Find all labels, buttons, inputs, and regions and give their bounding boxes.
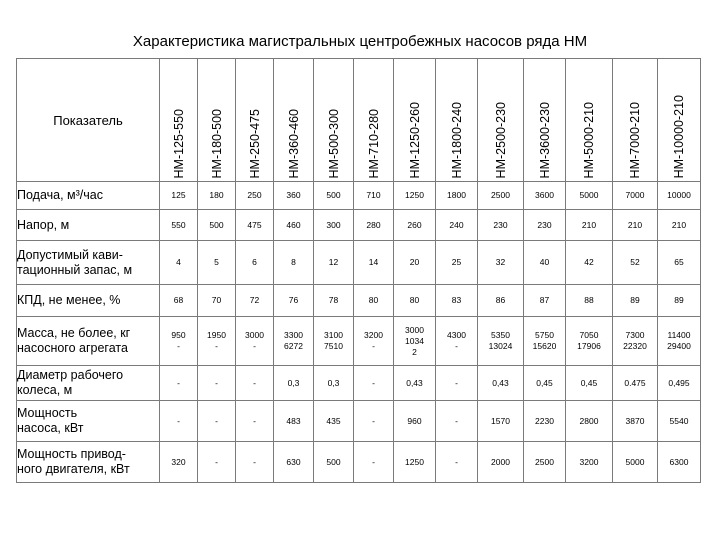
row-label: Допустимый кави- тационный запас, м — [17, 241, 160, 285]
table-cell — [478, 182, 524, 210]
cell-value: 550 — [171, 219, 186, 230]
cell-value: 630 — [286, 456, 301, 467]
page-title: Характеристика магистральных центробежных насосов ряда НМ — [132, 33, 588, 50]
cell-value: 5000 — [625, 456, 645, 467]
pump-model-label: НМ-10000-210 — [672, 94, 686, 178]
cell-value: 87 — [539, 295, 550, 305]
cell-value: 1250 — [405, 190, 424, 200]
table-row — [17, 442, 701, 483]
cell-value: - — [455, 415, 458, 426]
row-label: Мощность привод- ного двигателя, кВт — [17, 442, 160, 483]
cell-value: 230 — [537, 219, 552, 230]
cell-value: 5750 15620 — [532, 330, 557, 351]
table-cell — [658, 210, 701, 241]
table-cell — [274, 210, 314, 241]
table-cell — [566, 285, 613, 317]
table-cell — [236, 366, 274, 401]
table-cell — [198, 442, 236, 483]
table-cell — [160, 401, 198, 442]
table-cell — [274, 401, 314, 442]
pump-column-header — [613, 59, 658, 182]
table-cell — [354, 401, 394, 442]
table-cell — [236, 442, 274, 483]
cell-value: 280 — [366, 219, 381, 230]
cell-value: 80 — [368, 295, 379, 305]
table-cell — [354, 317, 394, 366]
cell-value: 5 — [214, 257, 219, 267]
cell-value: 460 — [286, 219, 301, 230]
table-cell — [236, 241, 274, 285]
row-label: Масса, не более, кг насосного агрегата — [17, 317, 160, 366]
table-cell — [566, 442, 613, 483]
cell-value: 500 — [209, 219, 224, 230]
pump-model-label: НМ-125-550 — [171, 108, 186, 178]
pump-model-label: НМ-1800-240 — [449, 101, 464, 178]
table-cell — [394, 182, 436, 210]
cell-value: 65 — [674, 257, 684, 267]
table-cell — [436, 285, 478, 317]
table-cell — [236, 182, 274, 210]
cell-value: 2500 — [491, 190, 510, 200]
cell-value: 72 — [249, 295, 260, 305]
pump-model-label: НМ-710-280 — [366, 108, 381, 178]
table-cell — [314, 401, 354, 442]
table-cell — [613, 210, 658, 241]
cell-value: - — [372, 456, 375, 467]
table-cell — [524, 366, 566, 401]
table-cell — [566, 366, 613, 401]
table-cell — [198, 285, 236, 317]
cell-value: 0,43 — [406, 377, 423, 388]
table-cell — [394, 442, 436, 483]
table-cell — [274, 366, 314, 401]
table-cell — [314, 241, 354, 285]
cell-value: 10000 — [667, 190, 691, 200]
cell-value: 1570 — [491, 415, 510, 426]
table-cell — [566, 317, 613, 366]
table-cell — [566, 401, 613, 442]
table-cell — [436, 210, 478, 241]
table-cell — [354, 210, 394, 241]
pump-column-header — [314, 59, 354, 182]
cell-value: - — [215, 377, 218, 388]
cell-value: 88 — [584, 295, 594, 305]
cell-value: 483 — [286, 415, 301, 426]
cell-value: 76 — [288, 295, 299, 305]
table-cell — [658, 285, 701, 317]
cell-value: 360 — [286, 190, 301, 200]
cell-value: 260 — [407, 219, 422, 230]
pump-column-header — [274, 59, 314, 182]
table-cell — [613, 182, 658, 210]
param-column-header: Показатель — [17, 59, 160, 182]
cell-value: 89 — [630, 295, 640, 305]
cell-value: 3000 1034 2 — [405, 324, 424, 357]
table-cell — [524, 210, 566, 241]
table-cell — [436, 241, 478, 285]
cell-value: 7000 — [625, 190, 645, 200]
pump-model-label: НМ-2500-230 — [493, 101, 508, 178]
cell-value: - — [253, 377, 256, 388]
table-cell — [198, 210, 236, 241]
cell-value: 250 — [247, 190, 262, 200]
table-cell — [478, 366, 524, 401]
table-row — [17, 210, 701, 241]
cell-value: 500 — [326, 190, 341, 200]
cell-value: 2800 — [579, 415, 599, 426]
cell-value: 5000 — [579, 190, 599, 200]
pump-column-header — [394, 59, 436, 182]
table-cell — [566, 241, 613, 285]
table-cell — [478, 210, 524, 241]
cell-value: 3300 6272 — [284, 330, 303, 351]
table-cell — [198, 241, 236, 285]
table-cell — [436, 366, 478, 401]
table-cell — [160, 285, 198, 317]
table-cell — [354, 285, 394, 317]
table-row — [17, 182, 701, 210]
table-cell — [436, 442, 478, 483]
cell-value: 7050 17906 — [577, 330, 601, 351]
table-cell — [566, 210, 613, 241]
table-cell — [394, 285, 436, 317]
table-cell — [613, 366, 658, 401]
cell-value: 5540 — [669, 415, 689, 426]
cell-value: 1250 — [405, 456, 424, 467]
table-row — [17, 241, 701, 285]
row-label: Диаметр рабочего колеса, м — [17, 366, 160, 401]
cell-value: 0,43 — [492, 377, 509, 388]
row-label: КПД, не менее, % — [17, 285, 160, 317]
cell-value: 500 — [326, 456, 341, 467]
table-row — [17, 317, 701, 366]
cell-value: 210 — [671, 219, 687, 230]
cell-value: 6 — [252, 257, 257, 267]
cell-value: 435 — [326, 415, 341, 426]
pump-specs-table — [16, 58, 701, 483]
table-cell — [236, 401, 274, 442]
cell-value: 950 - — [171, 330, 186, 351]
table-cell — [354, 366, 394, 401]
cell-value: 25 — [451, 257, 462, 267]
cell-value: 960 — [407, 415, 422, 426]
cell-value: 180 — [209, 190, 224, 200]
table-cell — [274, 317, 314, 366]
table-cell — [613, 317, 658, 366]
cell-value: 3200 - — [364, 330, 383, 351]
table-row — [17, 401, 701, 442]
cell-value: 78 — [328, 295, 339, 305]
pump-model-label: НМ-250-475 — [247, 108, 262, 178]
table-cell — [394, 241, 436, 285]
table-cell — [394, 210, 436, 241]
cell-value: 0,3 — [327, 377, 340, 388]
pump-model-label: НМ-360-460 — [286, 108, 301, 178]
table-cell — [394, 401, 436, 442]
table-cell — [354, 182, 394, 210]
cell-value: 300 — [326, 219, 341, 230]
pump-column-header — [658, 59, 701, 182]
cell-value: 3200 — [579, 456, 599, 467]
row-label: Напор, м — [17, 210, 160, 241]
table-cell — [613, 241, 658, 285]
cell-value: 32 — [495, 257, 506, 267]
table-cell — [274, 285, 314, 317]
row-label: Подача, м³/час — [17, 182, 160, 210]
pump-model-label: НМ-180-500 — [209, 108, 224, 178]
cell-value: 0.475 — [624, 377, 646, 388]
row-label: Мощность насоса, кВт — [17, 401, 160, 442]
table-cell — [658, 241, 701, 285]
table-cell — [314, 210, 354, 241]
table-cell — [658, 182, 701, 210]
cell-value: 7300 22320 — [623, 330, 647, 351]
cell-value: 52 — [630, 257, 640, 267]
cell-value: 240 — [449, 219, 464, 230]
table-cell — [524, 182, 566, 210]
cell-value: 210 — [627, 219, 643, 230]
table-body — [17, 182, 701, 483]
table-cell — [274, 182, 314, 210]
table-cell — [314, 285, 354, 317]
pump-column-header — [354, 59, 394, 182]
cell-value: 1950 - — [207, 330, 226, 351]
table-cell — [160, 241, 198, 285]
cell-value: 8 — [291, 257, 296, 267]
table-cell — [394, 366, 436, 401]
table-cell — [524, 285, 566, 317]
cell-value: 320 — [171, 456, 186, 467]
table-cell — [613, 401, 658, 442]
table-cell — [613, 285, 658, 317]
table-cell — [236, 285, 274, 317]
cell-value: 3870 — [625, 415, 645, 426]
cell-value: 6300 — [669, 456, 689, 467]
table-cell — [314, 366, 354, 401]
table-cell — [478, 442, 524, 483]
cell-value: - — [253, 456, 256, 467]
cell-value: 4300 - — [447, 330, 466, 351]
cell-value: - — [455, 456, 458, 467]
cell-value: 83 — [451, 295, 462, 305]
cell-value: 3100 7510 — [324, 330, 343, 351]
table-row — [17, 366, 701, 401]
cell-value: 40 — [539, 257, 550, 267]
cell-value: - — [177, 377, 180, 388]
cell-value: 0,45 — [580, 377, 598, 388]
cell-value: 710 — [366, 190, 381, 200]
pump-column-header — [160, 59, 198, 182]
table-cell — [160, 317, 198, 366]
table-cell — [236, 317, 274, 366]
cell-value: 0,495 — [668, 377, 690, 388]
cell-value: 11400 29400 — [667, 330, 691, 351]
cell-value: - — [215, 456, 218, 467]
cell-value: 2230 — [535, 415, 554, 426]
table-cell — [478, 401, 524, 442]
table-cell — [314, 182, 354, 210]
pump-column-header — [436, 59, 478, 182]
table-cell — [314, 317, 354, 366]
pump-column-header — [236, 59, 274, 182]
table-cell — [524, 317, 566, 366]
table-cell — [198, 366, 236, 401]
table-cell — [160, 442, 198, 483]
pump-model-label: НМ-500-300 — [326, 108, 341, 178]
pump-model-label: НМ-3600-230 — [537, 101, 552, 178]
cell-value: - — [253, 415, 256, 426]
table-cell — [436, 182, 478, 210]
table-cell — [658, 401, 701, 442]
cell-value: 0,3 — [287, 377, 300, 388]
table-cell — [658, 366, 701, 401]
table-cell — [160, 366, 198, 401]
table-cell — [524, 401, 566, 442]
cell-value: 5350 13024 — [488, 330, 513, 351]
table-cell — [274, 241, 314, 285]
cell-value: 42 — [584, 257, 594, 267]
cell-value: 14 — [368, 257, 379, 267]
table-cell — [524, 241, 566, 285]
cell-value: 20 — [409, 257, 420, 267]
table-cell — [314, 442, 354, 483]
table-cell — [354, 442, 394, 483]
table-cell — [566, 182, 613, 210]
table-cell — [160, 210, 198, 241]
cell-value: - — [372, 377, 375, 388]
table-cell — [198, 317, 236, 366]
table-cell — [160, 182, 198, 210]
cell-value: 0,45 — [536, 377, 553, 388]
table-cell — [436, 317, 478, 366]
cell-value: 12 — [328, 257, 339, 267]
pump-column-header — [198, 59, 236, 182]
cell-value: 4 — [176, 257, 181, 267]
table-cell — [524, 442, 566, 483]
cell-value: 210 — [581, 219, 597, 230]
pump-model-label: НМ-1250-260 — [407, 101, 422, 178]
table-cell — [198, 401, 236, 442]
cell-value: 89 — [674, 295, 684, 305]
cell-value: - — [372, 415, 375, 426]
table-cell — [394, 317, 436, 366]
table-cell — [478, 317, 524, 366]
cell-value: 80 — [409, 295, 420, 305]
table-cell — [658, 442, 701, 483]
pump-model-label: НМ-7000-210 — [628, 101, 642, 178]
table-cell — [236, 210, 274, 241]
cell-value: - — [177, 415, 180, 426]
table-cell — [478, 241, 524, 285]
cell-value: - — [215, 415, 218, 426]
cell-value: 3000 - — [245, 330, 264, 351]
table-cell — [613, 442, 658, 483]
table-cell — [436, 401, 478, 442]
cell-value: 3600 — [535, 190, 554, 200]
pump-column-header — [524, 59, 566, 182]
table-row — [17, 285, 701, 317]
table-cell — [354, 241, 394, 285]
cell-value: 2000 — [491, 456, 510, 467]
table-cell — [478, 285, 524, 317]
table-cell — [198, 182, 236, 210]
table-header-row — [17, 59, 701, 182]
pump-column-header — [566, 59, 613, 182]
cell-value: 68 — [173, 295, 184, 305]
cell-value: 70 — [211, 295, 222, 305]
cell-value: 125 — [171, 190, 186, 200]
cell-value: 1800 — [447, 190, 466, 200]
table-cell — [274, 442, 314, 483]
cell-value: 475 — [247, 219, 262, 230]
pump-column-header — [478, 59, 524, 182]
cell-value: 230 — [493, 219, 508, 230]
table-cell — [658, 317, 701, 366]
pump-model-label: НМ-5000-210 — [582, 101, 596, 178]
cell-value: 2500 — [535, 456, 554, 467]
cell-value: - — [455, 377, 458, 388]
cell-value: 86 — [495, 295, 506, 305]
